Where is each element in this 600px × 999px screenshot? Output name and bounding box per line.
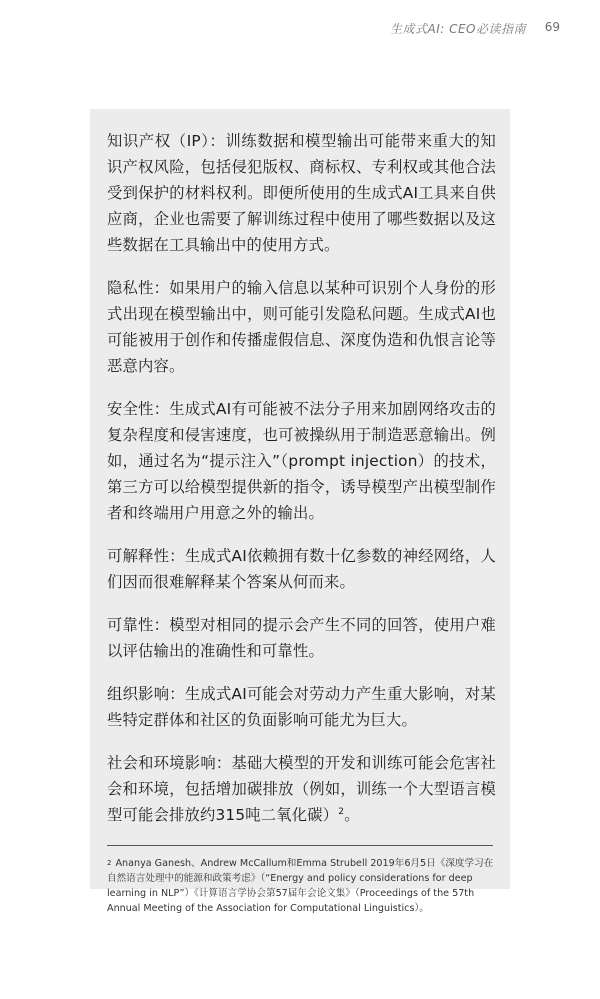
footnote-reference[interactable]: 2 bbox=[338, 806, 345, 817]
paragraph-privacy: 隐私性：如果用户的输入信息以某种可识别个人身份的形式出现在模型输出中，则可能引发隐私问题。生成式AI也可能被用于创作和传播虚假信息、深度伪造和仇恨言论等恶意内容。 bbox=[107, 279, 496, 375]
footnote bbox=[107, 856, 496, 916]
paragraph-organizational-impact: 组织影响：生成式AI可能会对劳动力产生重大影响，对某些特定群体和社区的负面影响可能尤为巨大。 bbox=[107, 685, 496, 729]
paragraph-end-mark: 。 bbox=[344, 806, 360, 824]
paragraph-social-environmental bbox=[107, 750, 496, 828]
paragraph-explainability: 可解释性：生成式AI依赖拥有数十亿参数的神经网络，人们因而很难解释某个答案从何而来。 bbox=[107, 547, 496, 591]
running-title: 生成式AI: CEO必读指南 bbox=[389, 22, 526, 36]
paragraph-security: 安全性：生成式AI有可能被不法分子用来加剧网络攻击的复杂程度和侵害速度，也可被操纵用于制造恶意输出。例如，通过名为“提示注入”（prompt injection）的技术，第三方可以给模型提供新的指令，诱导模型产出模型制作者和终端用户用意之外的输出。 bbox=[107, 400, 496, 522]
paragraph-social-environmental-text: 社会和环境影响：基础大模型的开发和训练可能会危害社会和环境，包括增加碳排放（例如，训练一个大型语言模型可能会排放约315吨二氧化碳） bbox=[107, 754, 496, 824]
page-number: 69 bbox=[544, 20, 560, 34]
footnote-mark: 2 bbox=[107, 859, 112, 867]
footnote-divider bbox=[107, 845, 493, 846]
paragraph-ip: 知识产权（IP）：训练数据和模型输出可能带来重大的知识产权风险，包括侵犯版权、商标权、专利权或其他合法受到保护的材料权利。即便所使用的生成式AI工具来自供应商，企业也需要了解训练过程中使用了哪些数据以及这些数据在工具输出中的使用方式。 bbox=[107, 132, 496, 254]
paragraph-reliability: 可靠性：模型对相同的提示会产生不同的回答，使用户难以评估输出的准确性和可靠性。 bbox=[107, 616, 496, 660]
running-head bbox=[0, 20, 600, 40]
footnote-text: Ananya Ganesh、Andrew McCallum和Emma Strubell 2019年6月5日《深度学习在自然语言处理中的能源和政策考虑》（“Energy and policy considerations for deep learning in NLP”）《计算语言学协会第57届年会论文集》（Proceedings of the 57th Annual Meeting of the Association for Computational Linguistics）。 bbox=[107, 858, 494, 914]
risk-panel bbox=[90, 109, 510, 914]
